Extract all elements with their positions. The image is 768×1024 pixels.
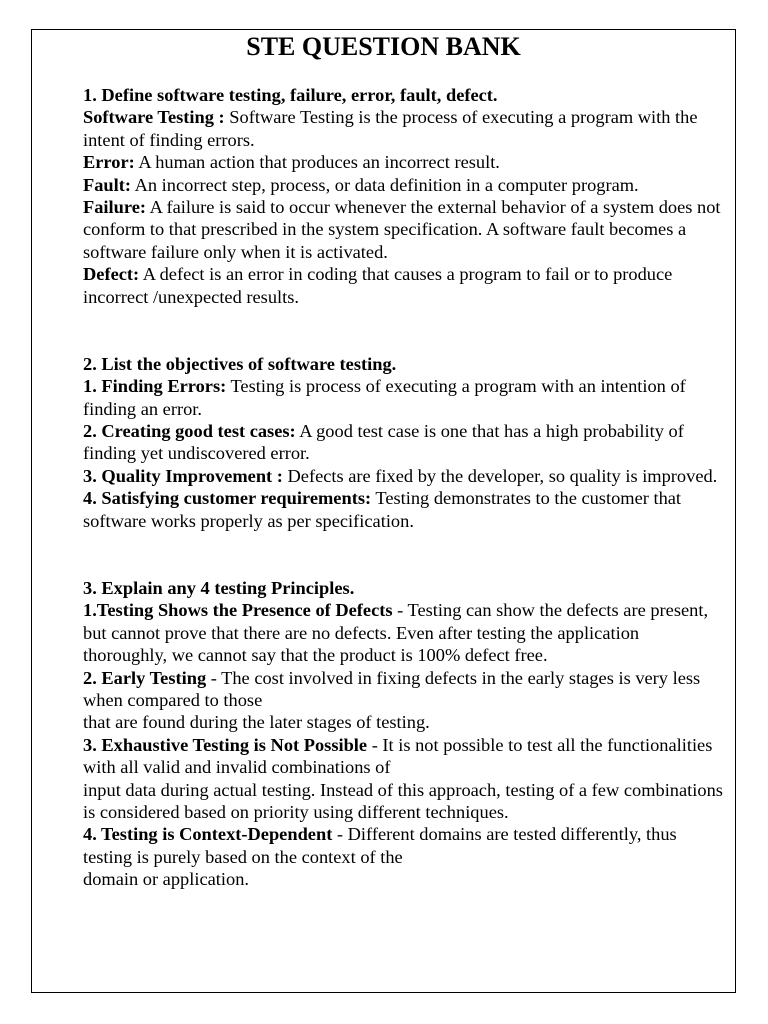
objective-item	[83, 465, 723, 487]
spacer	[83, 532, 723, 577]
principle-label: 2. Early Testing	[83, 667, 207, 688]
definition-text: A human action that produces an incorrect result.	[134, 152, 500, 173]
term-label: Fault:	[83, 174, 132, 195]
principle-continuation: input data during actual testing. Instead of this approach, testing of a few combinations is considered based on priority using different techniques.	[83, 779, 723, 822]
objective-item	[83, 375, 723, 420]
objective-label: 2. Creating good test cases:	[83, 421, 296, 442]
objective-item	[83, 420, 723, 465]
definition-text: An incorrect step, process, or data definition in a computer program.	[131, 174, 639, 195]
objective-text: A good test case is one that has a high probability of finding yet undiscovered error.	[83, 421, 684, 464]
page-title: STE QUESTION BANK	[246, 32, 521, 61]
definition-text: Software Testing is the process of executing a program with the intent of finding errors.	[83, 107, 698, 150]
principle-label: 1.Testing Shows the Presence of Defects	[83, 600, 393, 621]
objective-label: 4. Satisfying customer requirements:	[83, 488, 372, 509]
principle-text: - Testing can show the defects are present, but cannot prove that there are no defects. Even after testing the application thoroughly, we cannot say that the product is 100% defect free.	[83, 600, 709, 666]
question-1	[83, 84, 723, 308]
definition-software-testing	[83, 106, 723, 151]
term-label: Error:	[83, 152, 135, 173]
definition-text: A defect is an error in coding that causes a program to fail or to produce incorrect /unexpected results.	[83, 264, 673, 307]
principle-item	[83, 599, 723, 666]
objective-text: Testing is process of executing a program with an intention of finding an error.	[83, 376, 686, 419]
question-1-heading: 1. Define software testing, failure, error, fault, defect.	[83, 85, 498, 105]
definition-fault	[83, 174, 723, 196]
principle-item	[83, 823, 723, 868]
principle-item	[83, 667, 723, 712]
principle-label: 3. Exhaustive Testing is Not Possible	[83, 734, 368, 755]
question-3	[83, 577, 723, 891]
term-label: Failure:	[83, 197, 146, 218]
principle-continuation: that are found during the later stages of testing.	[83, 712, 430, 733]
objective-item	[83, 487, 723, 532]
objective-text: Testing demonstrates to the customer that software works properly as per specification.	[83, 488, 682, 531]
principle-text: - The cost involved in fixing defects in the early stages is very less when compared to those	[83, 667, 701, 710]
definition-text: A failure is said to occur whenever the external behavior of a system does not conform to that prescribed in the system specification. A software fault becomes a software failure only when it is activated.	[83, 197, 721, 262]
question-2-heading: 2. List the objectives of software testing.	[83, 353, 397, 374]
question-3-heading: 3. Explain any 4 testing Principles.	[83, 577, 355, 598]
objective-label: 1. Finding Errors:	[83, 376, 227, 397]
objective-label: 3. Quality Improvement :	[83, 465, 283, 486]
principle-text: - It is not possible to test all the functionalities with all valid and invalid combinations of	[83, 734, 713, 778]
definition-defect	[83, 263, 723, 308]
objective-text: Defects are fixed by the developer, so quality is improved.	[282, 465, 718, 486]
term-label: Software Testing :	[83, 107, 225, 128]
document-content	[83, 84, 723, 891]
spacer	[83, 308, 723, 353]
principle-text: - Different domains are tested differently, thus testing is purely based on the context of the	[83, 824, 677, 867]
definition-error	[83, 151, 723, 173]
principle-continuation: domain or application.	[83, 869, 249, 890]
question-2	[83, 353, 723, 532]
principle-label: 4. Testing is Context-Dependent	[83, 824, 333, 845]
principle-item	[83, 734, 723, 779]
term-label: Defect:	[83, 264, 140, 285]
definition-failure	[83, 196, 723, 263]
